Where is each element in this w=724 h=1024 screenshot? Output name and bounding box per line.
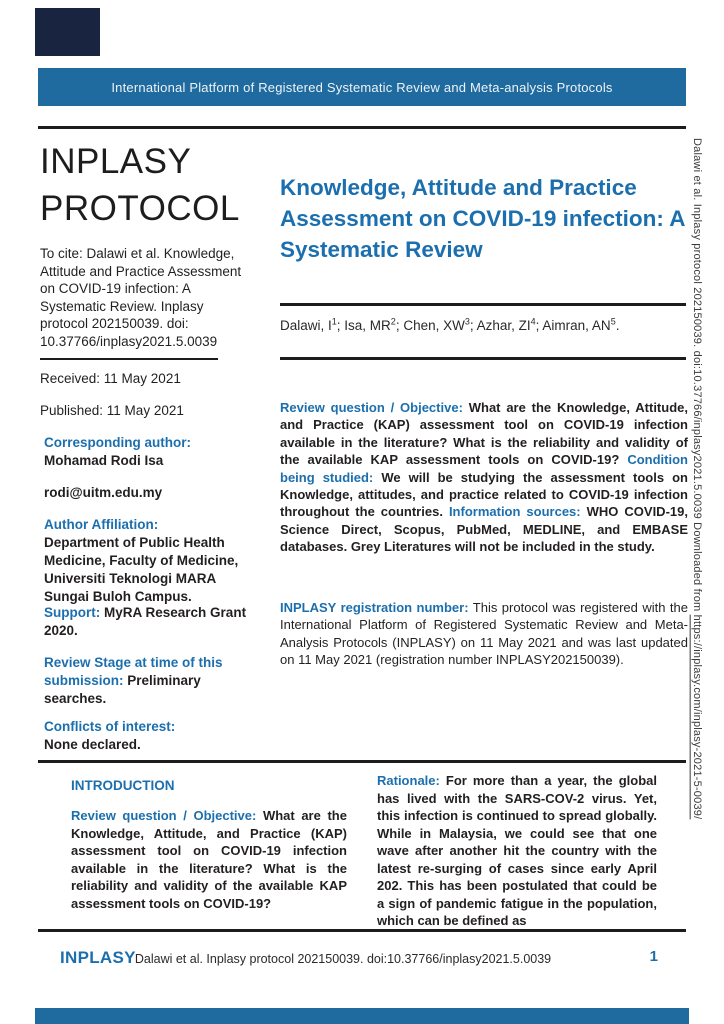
author-name: ; Azhar, ZI [469,318,531,333]
author-name: ; Chen, XW [395,318,465,333]
abstract-block [280,399,688,556]
registration-text: This protocol was registered with the International Platform of Registered Systematic Review and Meta-Analysis Protocols (INPLASY) on 11 May 2021 and was last updated on 11 May 2021 (registration number INPLASY202150039). [280,600,689,668]
citation-block: To cite: Dalawi et al. Knowledge, Attitude and Practice Assessment on COVID-19 infection: A Systematic Review. Inplasy protocol 202150039. doi: 10.37766/inplasy2021.5.0039 [40,246,242,349]
support-block [44,604,249,640]
registration-block [280,599,688,669]
information-sources-label: Information sources: [448,504,581,520]
corresponding-author-email[interactable]: rodi@uitm.edu.my [44,485,163,500]
rationale-paragraph [377,772,657,930]
footer-divider [38,929,686,932]
authors-divider [280,357,686,360]
platform-banner-text: International Platform of Registered Systematic Review and Meta-analysis Protocols [111,79,613,95]
registration-label: INPLASY registration number: [280,600,469,615]
review-stage-label: Review Stage at time of this submission: [44,655,223,688]
introduction-right-column [377,772,657,930]
affiliation-label: Author Affiliation: [44,517,159,532]
affiliation-text: Department of Public Health Medicine, Faculty of Medicine, Universiti Teknologi MARA Sungai Buloh Campus. [44,535,239,604]
review-question-text: What are the Knowledge, Attitude, and Practice (KAP) assessment tool on COVID-19 infection available in the literature? What is the reliability and validity of the available KAP assessment tools on COVID-19? [280,400,688,468]
introduction-heading: INTRODUCTION [71,778,175,793]
conflicts-block [44,718,249,754]
author-name: ; Isa, MR [336,318,391,333]
footer-citation: Dalawi et al. Inplasy protocol 202150039. doi:10.37766/inplasy2021.5.0039 [134,952,552,966]
corresponding-author-block [44,434,249,470]
author-superscript: 1 [331,316,337,327]
sidebar-citation-text: Dalawi et al. Inplasy protocol 202150039. doi:10.37766/inplasy2021.5.0039 Downloaded from [691,138,703,615]
top-divider [38,126,686,129]
author-superscript: 2 [390,316,396,327]
author-superscript: 5 [610,316,616,327]
section-divider [38,760,686,763]
masthead-line2: PROTOCOL [40,189,240,228]
platform-banner [38,68,686,106]
sidebar-download-link[interactable]: https://inplasy.com/inplasy-2021-5-0039/ [691,614,703,820]
rationale-text: For more than a year, the global has lived with the SARS-COV-2 virus. Yet, this infection is continued to spread globally. While in Malaysia, we could see that one wave after another hit the country with the latest re-surging of cases since early April 202. This has been postulated that could be a sign of pandemic fatigue in the population, which can be defined as [377,773,657,928]
corresponding-author-label: Corresponding author: [44,435,191,450]
corresponding-author-name: Mohamad Rodi Isa [44,453,164,468]
condition-text: We will be studying the assessment tools on Knowledge, attitudes, and practice related to COVID-19 infection throughout the countries. [280,469,688,520]
information-sources-text: WHO COVID-19, Science Direct, Scopus, PubMed, MEDLINE, and EMBASE databases. Grey Literatures will not be included in the study. [280,504,688,555]
masthead-line1: INPLASY [40,142,192,181]
support-label: Support: [44,605,101,620]
citation-divider [40,358,218,360]
inplasy-logo-square [35,8,100,56]
footer-brand: INPLASY [60,948,136,967]
condition-label: Condition being studied: [280,452,688,485]
sidebar-vertical-citation [691,138,703,998]
review-question-label: Review question / Objective: [280,400,463,415]
affiliation-block [44,516,249,606]
intro-review-question-label: Review question / Objective: [71,808,257,823]
author-list [280,318,688,333]
conflicts-text: None declared. [44,737,141,752]
rationale-label: Rationale: [377,773,440,788]
article-title: Knowledge, Attitude and Practice Assessment on COVID-19 infection: A Systematic Review [280,175,685,262]
conflicts-label: Conflicts of interest: [44,719,176,734]
bottom-bar [35,1008,689,1024]
support-text: MyRA Research Grant 2020. [44,605,247,638]
masthead-title [40,138,240,232]
page-number: 1 [649,948,658,965]
review-stage-text: Preliminary searches. [44,673,201,706]
author-name: Dalawi, I [280,318,332,333]
introduction-review-question [71,807,347,912]
author-list-period: . [615,318,620,333]
author-superscript: 4 [530,316,536,327]
intro-review-question-text: What are the Knowledge, Attitude, and Practice (KAP) assessment tool on COVID-19 infection available in the literature? What is the reliability and validity of the available KAP assessment tools on COVID-19? [71,808,347,911]
author-name: ; Aimran, AN [535,318,611,333]
introduction-left-column [71,778,347,912]
author-superscript: 3 [464,316,470,327]
title-divider [280,303,686,306]
published-date: Published: 11 May 2021 [40,403,184,418]
review-stage-block [44,654,249,708]
received-date: Received: 11 May 2021 [40,371,181,386]
